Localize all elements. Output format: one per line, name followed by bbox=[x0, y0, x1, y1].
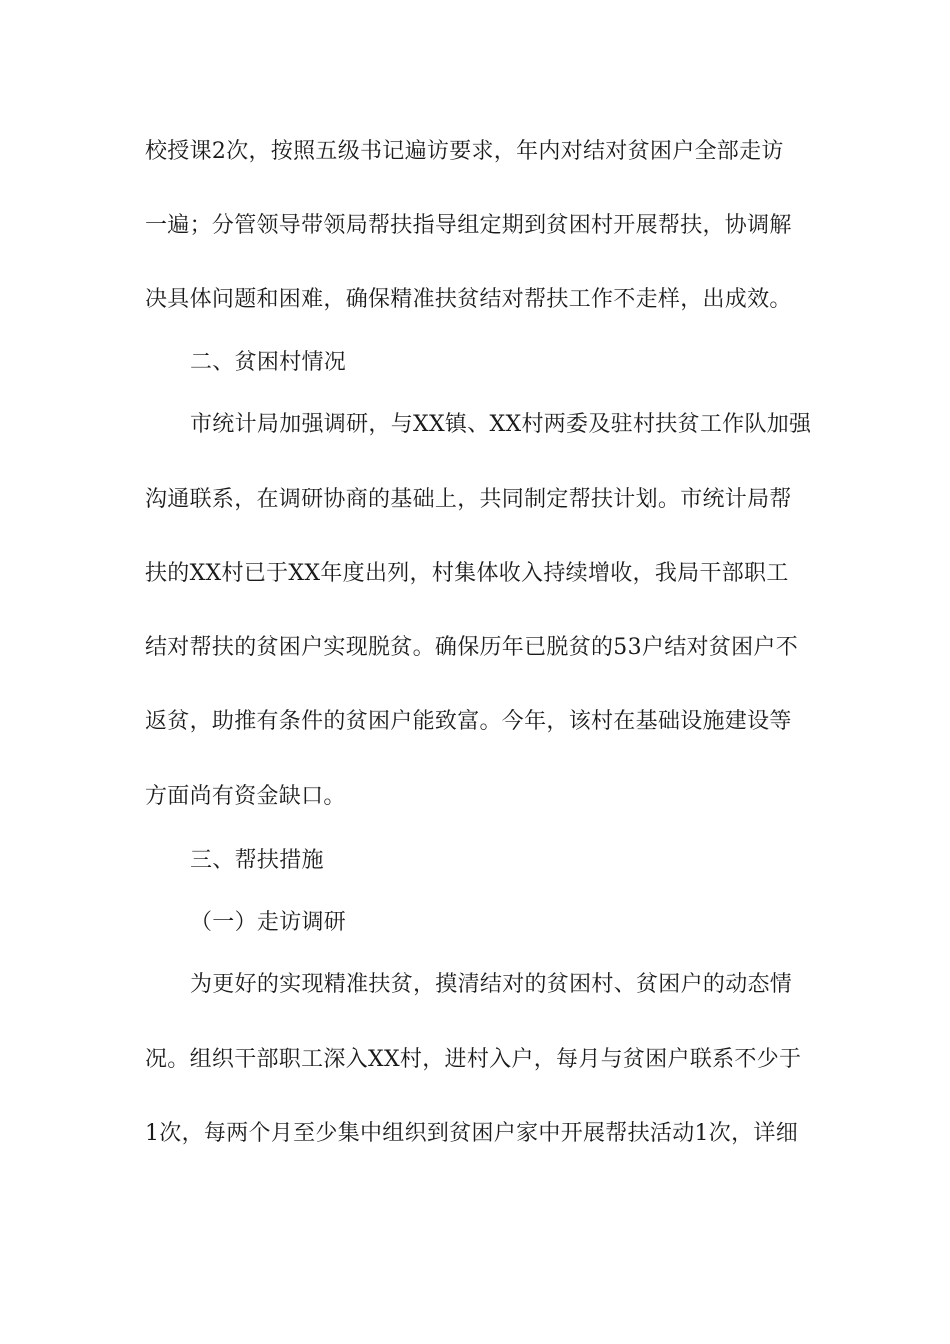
paragraph-line: 1次，每两个月至少集中组织到贫困户家中开展帮扶活动1次，详细 bbox=[145, 1121, 798, 1146]
paragraph-line: 一遍；分管领导带领局帮扶指导组定期到贫困村开展帮扶，协调解 bbox=[145, 213, 792, 238]
subsection-heading: （一）走访调研 bbox=[190, 910, 347, 935]
paragraph-line: 为更好的实现精准扶贫，摸清结对的贫困村、贫困户的动态情 bbox=[190, 972, 793, 997]
paragraph-line: 返贫，助推有条件的贫困户能致富。今年，该村在基础设施建设等 bbox=[145, 709, 792, 734]
paragraph-line: 市统计局加强调研，与XX镇、XX村两委及驻村扶贫工作队加强 bbox=[190, 412, 812, 437]
section-heading: 三、帮扶措施 bbox=[190, 848, 324, 873]
paragraph-line: 校授课2次，按照五级书记遍访要求，年内对结对贫困户全部走访 bbox=[145, 139, 784, 164]
paragraph-line: 况。组织干部职工深入XX村，进村入户，每月与贫困户联系不少于 bbox=[145, 1047, 802, 1072]
paragraph-line: 方面尚有资金缺口。 bbox=[145, 784, 346, 809]
paragraph-line: 沟通联系，在调研协商的基础上，共同制定帮扶计划。市统计局帮 bbox=[145, 487, 792, 512]
section-heading: 二、贫困村情况 bbox=[190, 350, 347, 375]
paragraph-line: 结对帮扶的贫困户实现脱贫。确保历年已脱贫的53户结对贫困户不 bbox=[145, 635, 798, 660]
paragraph-line: 决具体问题和困难，确保精准扶贫结对帮扶工作不走样，出成效。 bbox=[145, 287, 792, 312]
paragraph-line: 扶的XX村已于XX年度出列，村集体收入持续增收，我局干部职工 bbox=[145, 561, 789, 586]
